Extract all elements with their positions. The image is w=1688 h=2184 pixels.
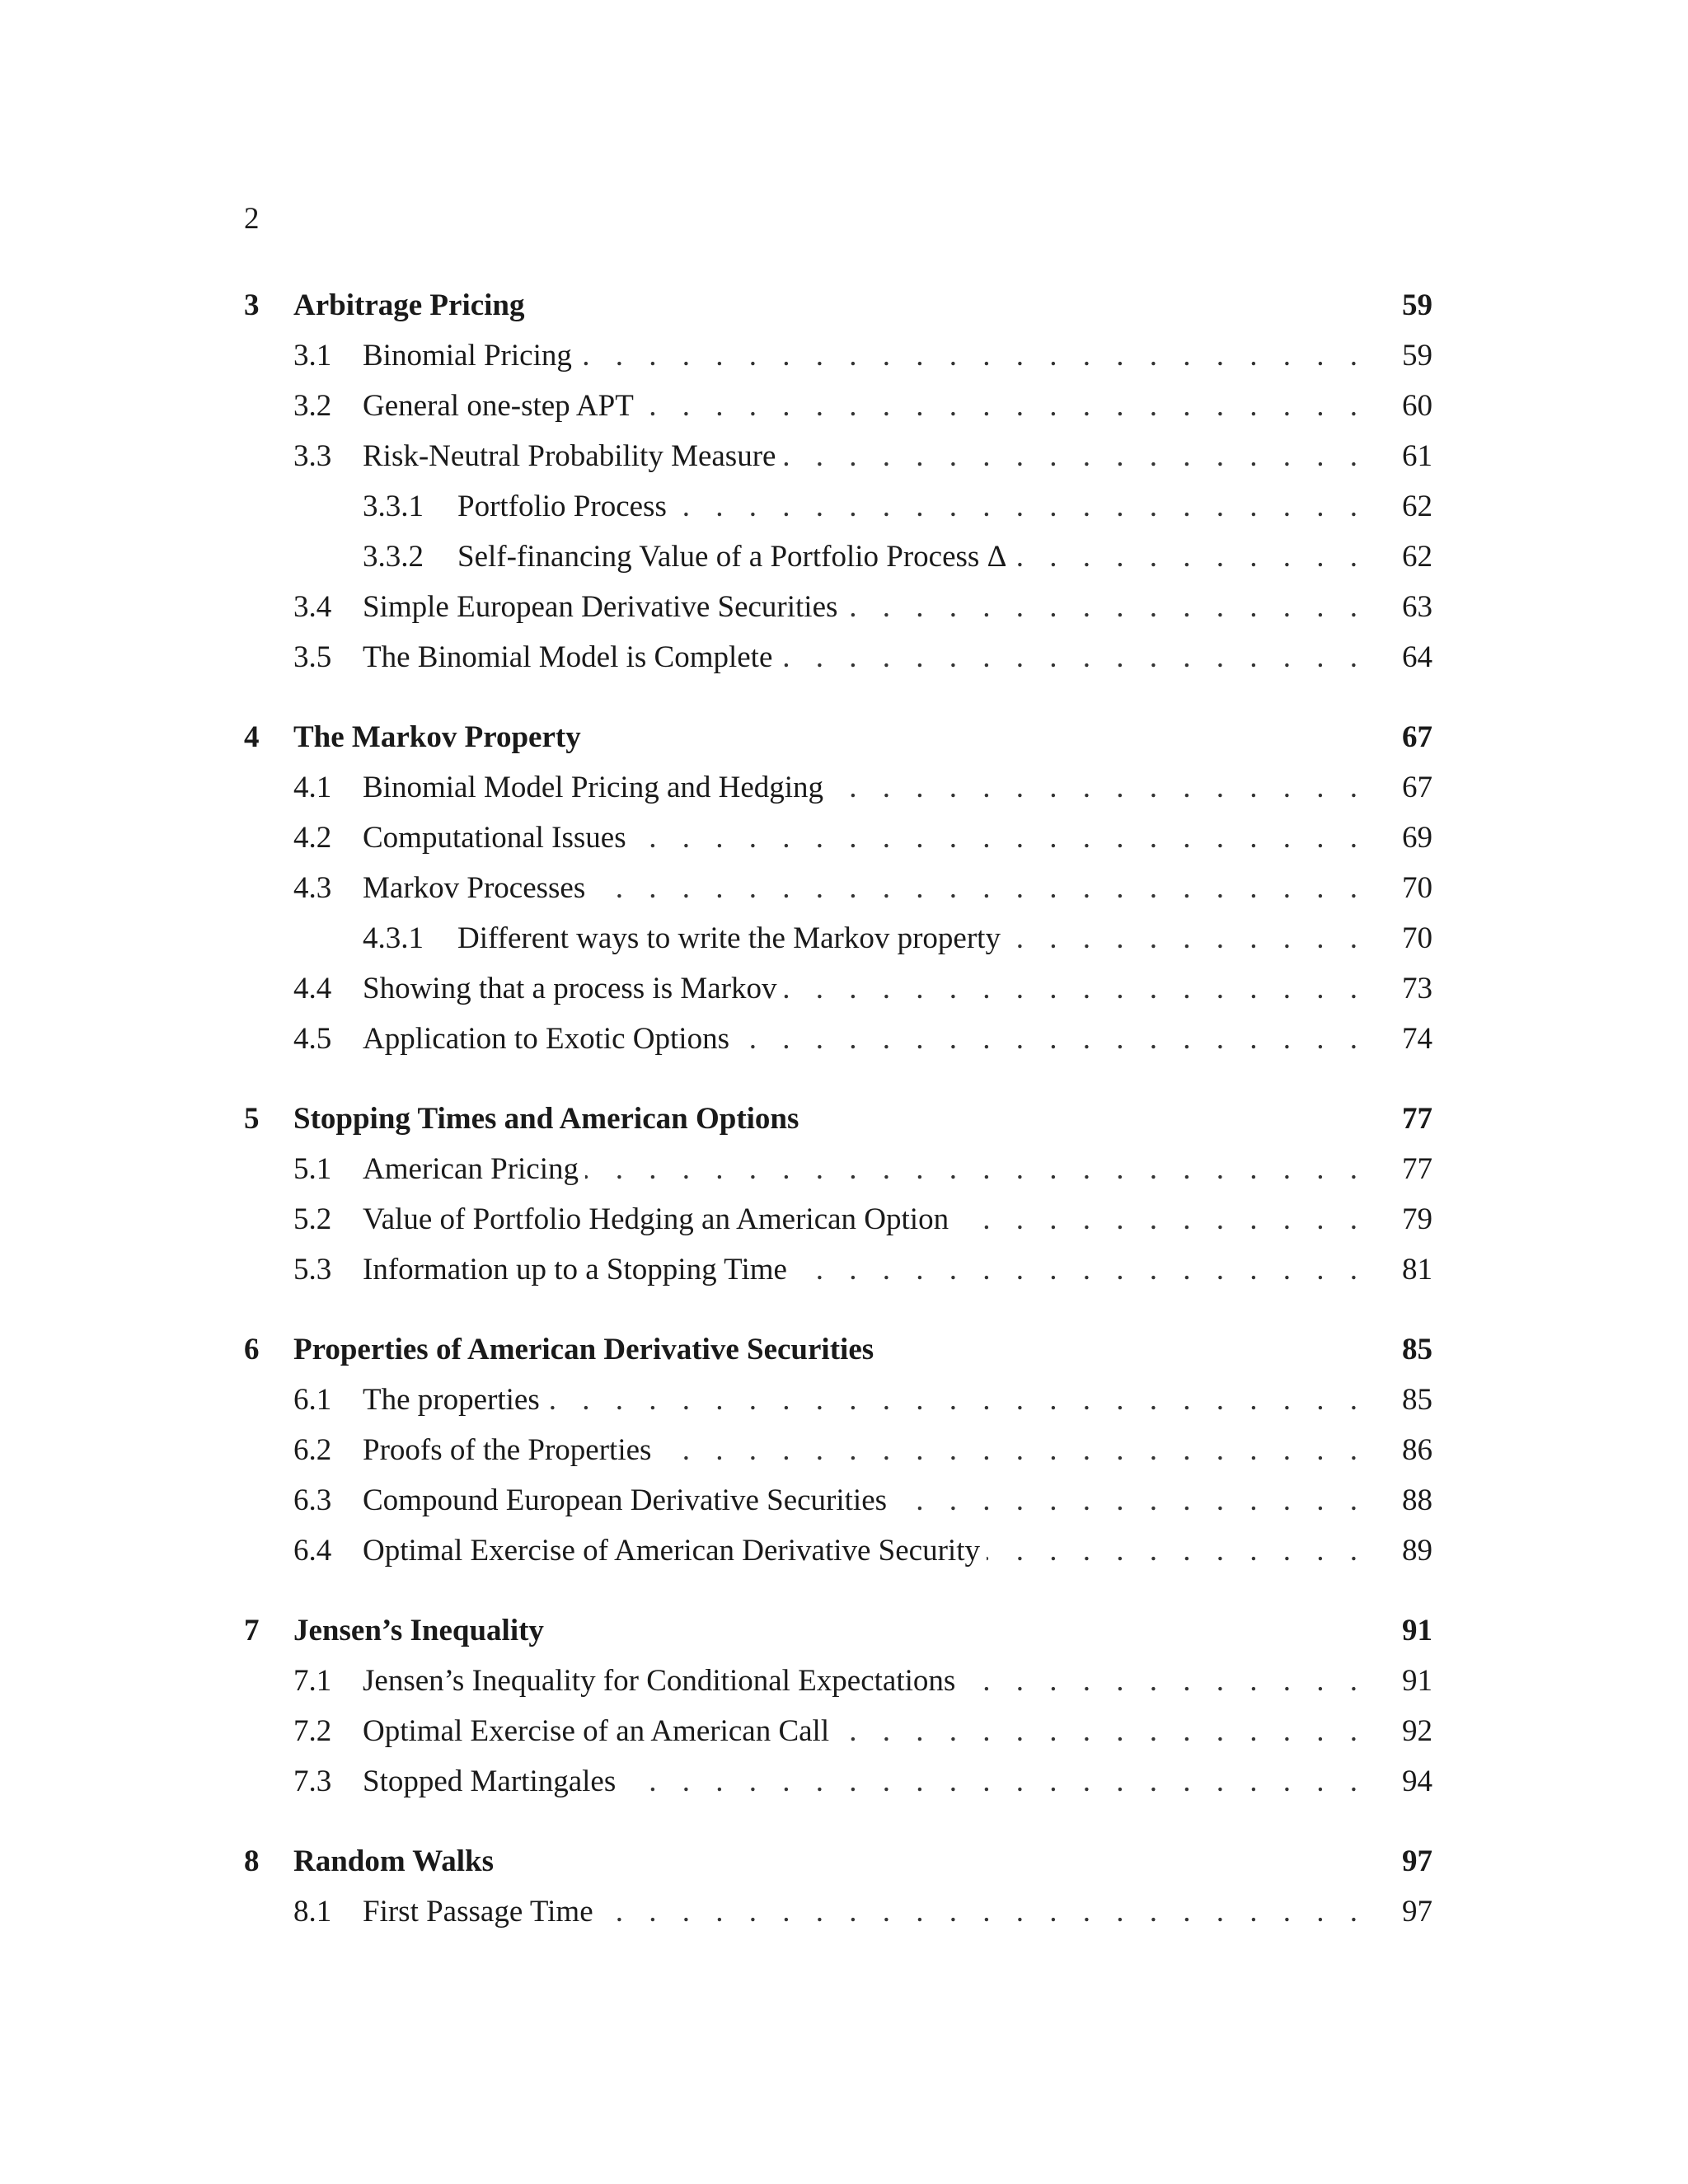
entry-number: 3.3.1 bbox=[363, 490, 424, 523]
entry-page-number: 91 bbox=[1402, 1664, 1432, 1698]
toc-section-entry[interactable] bbox=[244, 1194, 1432, 1244]
entry-title: General one-step APT bbox=[363, 389, 634, 423]
dot-leader bbox=[600, 1896, 1367, 1929]
chapter-heading[interactable] bbox=[244, 1836, 1432, 1886]
entry-title: Binomial Model Pricing and Hedging bbox=[363, 771, 824, 804]
dot-leader bbox=[736, 1023, 1367, 1056]
chapter-page-number: 59 bbox=[1402, 288, 1432, 322]
toc-subsection-entry[interactable] bbox=[244, 913, 1432, 963]
dot-leader bbox=[592, 872, 1367, 905]
entry-title: Self-financing Value of a Portfolio Process Δ bbox=[457, 540, 1007, 574]
entry-page-number: 85 bbox=[1402, 1383, 1432, 1417]
table-of-contents bbox=[244, 280, 1432, 1966]
entry-title: Showing that a process is Markov bbox=[363, 972, 777, 1005]
toc-chapter-3 bbox=[244, 280, 1432, 682]
chapter-title: The Markov Property bbox=[293, 720, 581, 754]
toc-chapter-8 bbox=[244, 1836, 1432, 1937]
chapter-heading[interactable] bbox=[244, 280, 1432, 330]
dot-leader bbox=[633, 822, 1367, 855]
entry-page-number: 94 bbox=[1402, 1765, 1432, 1798]
toc-section-entry[interactable] bbox=[244, 1756, 1432, 1807]
chapter-title: Arbitrage Pricing bbox=[293, 288, 525, 322]
entry-title: Different ways to write the Markov property bbox=[457, 921, 1001, 955]
dot-leader bbox=[962, 1665, 1367, 1698]
entry-number: 5.3 bbox=[293, 1253, 332, 1286]
toc-subsection-entry[interactable] bbox=[244, 532, 1432, 582]
chapter-heading[interactable] bbox=[244, 1605, 1432, 1656]
entry-title: Value of Portfolio Hedging an American Option bbox=[363, 1202, 950, 1236]
entry-page-number: 92 bbox=[1402, 1714, 1432, 1748]
entry-title: The properties bbox=[363, 1383, 540, 1417]
toc-section-entry[interactable] bbox=[244, 1656, 1432, 1706]
entry-number: 3.3 bbox=[293, 439, 332, 473]
dot-leader bbox=[673, 490, 1367, 523]
entry-page-number: 59 bbox=[1402, 339, 1432, 373]
entry-title: Markov Processes bbox=[363, 871, 586, 905]
toc-chapter-6 bbox=[244, 1324, 1432, 1576]
dot-leader bbox=[579, 340, 1367, 373]
dot-leader bbox=[782, 440, 1367, 473]
entry-title: Compound European Derivative Securities bbox=[363, 1483, 888, 1517]
entry-number: 4.4 bbox=[293, 972, 332, 1005]
toc-section-entry[interactable] bbox=[244, 330, 1432, 381]
entry-number: 6.2 bbox=[293, 1433, 332, 1467]
dot-leader bbox=[1007, 922, 1367, 955]
entry-page-number: 67 bbox=[1402, 771, 1432, 804]
entry-number: 6.3 bbox=[293, 1483, 332, 1517]
chapter-number: 8 bbox=[244, 1844, 260, 1878]
entry-page-number: 70 bbox=[1402, 871, 1432, 905]
toc-section-entry[interactable] bbox=[244, 863, 1432, 913]
entry-page-number: 62 bbox=[1402, 540, 1432, 574]
dot-leader bbox=[955, 1203, 1367, 1236]
entry-number: 5.1 bbox=[293, 1152, 332, 1186]
entry-number: 4.3.1 bbox=[363, 921, 424, 955]
dot-leader bbox=[987, 1535, 1367, 1568]
entry-number: 3.5 bbox=[293, 640, 332, 674]
dot-leader bbox=[585, 1153, 1367, 1186]
chapter-number: 5 bbox=[244, 1102, 260, 1136]
entry-title: Portfolio Process bbox=[457, 490, 667, 523]
entry-title: Stopped Martingales bbox=[363, 1765, 617, 1798]
entry-title: The Binomial Model is Complete bbox=[363, 640, 773, 674]
chapter-page-number: 85 bbox=[1402, 1333, 1432, 1366]
entry-page-number: 77 bbox=[1402, 1152, 1432, 1186]
chapter-number: 6 bbox=[244, 1333, 260, 1366]
dot-leader bbox=[844, 591, 1367, 624]
entry-number: 3.2 bbox=[293, 389, 332, 423]
dot-leader bbox=[779, 641, 1367, 674]
entry-page-number: 81 bbox=[1402, 1253, 1432, 1286]
entry-number: 7.1 bbox=[293, 1664, 332, 1698]
dot-leader bbox=[640, 390, 1367, 423]
entry-title: Computational Issues bbox=[363, 821, 626, 855]
dot-leader bbox=[1013, 541, 1367, 574]
toc-section-entry[interactable] bbox=[244, 963, 1432, 1014]
entry-page-number: 69 bbox=[1402, 821, 1432, 855]
dot-leader bbox=[893, 1484, 1367, 1517]
entry-page-number: 73 bbox=[1402, 972, 1432, 1005]
dot-leader bbox=[784, 972, 1367, 1005]
entry-number: 3.3.2 bbox=[363, 540, 424, 574]
chapter-heading[interactable] bbox=[244, 1324, 1432, 1375]
chapter-number: 7 bbox=[244, 1614, 260, 1647]
entry-title: Optimal Exercise of an American Call bbox=[363, 1714, 830, 1748]
entry-number: 4.1 bbox=[293, 771, 332, 804]
entry-title: Binomial Pricing bbox=[363, 339, 572, 373]
dot-leader bbox=[622, 1765, 1367, 1798]
toc-section-entry[interactable] bbox=[244, 1014, 1432, 1064]
entry-number: 4.2 bbox=[293, 821, 332, 855]
dot-leader bbox=[836, 1715, 1367, 1748]
toc-section-entry[interactable] bbox=[244, 1475, 1432, 1526]
entry-number: 5.2 bbox=[293, 1202, 332, 1236]
toc-section-entry[interactable] bbox=[244, 813, 1432, 863]
chapter-heading[interactable] bbox=[244, 712, 1432, 762]
toc-subsection-entry[interactable] bbox=[244, 481, 1432, 532]
entry-title: Risk-Neutral Probability Measure bbox=[363, 439, 776, 473]
entry-title: Application to Exotic Options bbox=[363, 1022, 729, 1056]
entry-number: 7.2 bbox=[293, 1714, 332, 1748]
entry-page-number: 86 bbox=[1402, 1433, 1432, 1467]
entry-page-number: 70 bbox=[1402, 921, 1432, 955]
entry-title: First Passage Time bbox=[363, 1895, 593, 1929]
entry-title: Jensen’s Inequality for Conditional Expectations bbox=[363, 1664, 956, 1698]
toc-section-entry[interactable] bbox=[244, 1526, 1432, 1576]
chapter-title: Jensen’s Inequality bbox=[293, 1614, 544, 1647]
entry-title: Simple European Derivative Securities bbox=[363, 590, 838, 624]
entry-page-number: 89 bbox=[1402, 1534, 1432, 1568]
entry-page-number: 74 bbox=[1402, 1022, 1432, 1056]
entry-number: 3.4 bbox=[293, 590, 332, 624]
dot-leader bbox=[658, 1434, 1367, 1467]
toc-section-entry[interactable] bbox=[244, 1425, 1432, 1475]
toc-chapter-5 bbox=[244, 1094, 1432, 1295]
toc-section-entry[interactable] bbox=[244, 1244, 1432, 1295]
entry-page-number: 88 bbox=[1402, 1483, 1432, 1517]
entry-number: 6.4 bbox=[293, 1534, 332, 1568]
entry-page-number: 62 bbox=[1402, 490, 1432, 523]
chapter-page-number: 77 bbox=[1402, 1102, 1432, 1136]
toc-section-entry[interactable] bbox=[244, 762, 1432, 813]
entry-title: American Pricing bbox=[363, 1152, 579, 1186]
toc-section-entry[interactable] bbox=[244, 582, 1432, 632]
entry-page-number: 64 bbox=[1402, 640, 1432, 674]
chapter-number: 4 bbox=[244, 720, 260, 754]
dot-leader bbox=[830, 771, 1367, 804]
entry-page-number: 79 bbox=[1402, 1202, 1432, 1236]
chapter-title: Random Walks bbox=[293, 1844, 494, 1878]
entry-number: 4.3 bbox=[293, 871, 332, 905]
toc-section-entry[interactable] bbox=[244, 1375, 1432, 1425]
toc-section-entry[interactable] bbox=[244, 381, 1432, 431]
entry-page-number: 61 bbox=[1402, 439, 1432, 473]
chapter-number: 3 bbox=[244, 288, 260, 322]
entry-number: 7.3 bbox=[293, 1765, 332, 1798]
toc-section-entry[interactable] bbox=[244, 431, 1432, 481]
chapter-page-number: 91 bbox=[1402, 1614, 1432, 1647]
entry-page-number: 60 bbox=[1402, 389, 1432, 423]
chapter-heading[interactable] bbox=[244, 1094, 1432, 1144]
dot-leader bbox=[794, 1254, 1367, 1286]
toc-section-entry[interactable] bbox=[244, 1886, 1432, 1937]
dot-leader bbox=[546, 1384, 1367, 1417]
chapter-page-number: 67 bbox=[1402, 720, 1432, 754]
chapter-title: Properties of American Derivative Securities bbox=[293, 1333, 874, 1366]
entry-number: 3.1 bbox=[293, 339, 332, 373]
toc-chapter-4 bbox=[244, 712, 1432, 1064]
toc-section-entry[interactable] bbox=[244, 1144, 1432, 1194]
chapter-page-number: 97 bbox=[1402, 1844, 1432, 1878]
page-number: 2 bbox=[244, 202, 260, 236]
toc-section-entry[interactable] bbox=[244, 1706, 1432, 1756]
toc-chapter-7 bbox=[244, 1605, 1432, 1807]
entry-number: 6.1 bbox=[293, 1383, 332, 1417]
entry-number: 8.1 bbox=[293, 1895, 332, 1929]
chapter-title: Stopping Times and American Options bbox=[293, 1102, 799, 1136]
entry-number: 4.5 bbox=[293, 1022, 332, 1056]
toc-section-entry[interactable] bbox=[244, 632, 1432, 682]
entry-title: Information up to a Stopping Time bbox=[363, 1253, 787, 1286]
entry-page-number: 63 bbox=[1402, 590, 1432, 624]
entry-title: Proofs of the Properties bbox=[363, 1433, 652, 1467]
entry-page-number: 97 bbox=[1402, 1895, 1432, 1929]
entry-title: Optimal Exercise of American Derivative Security bbox=[363, 1534, 980, 1568]
